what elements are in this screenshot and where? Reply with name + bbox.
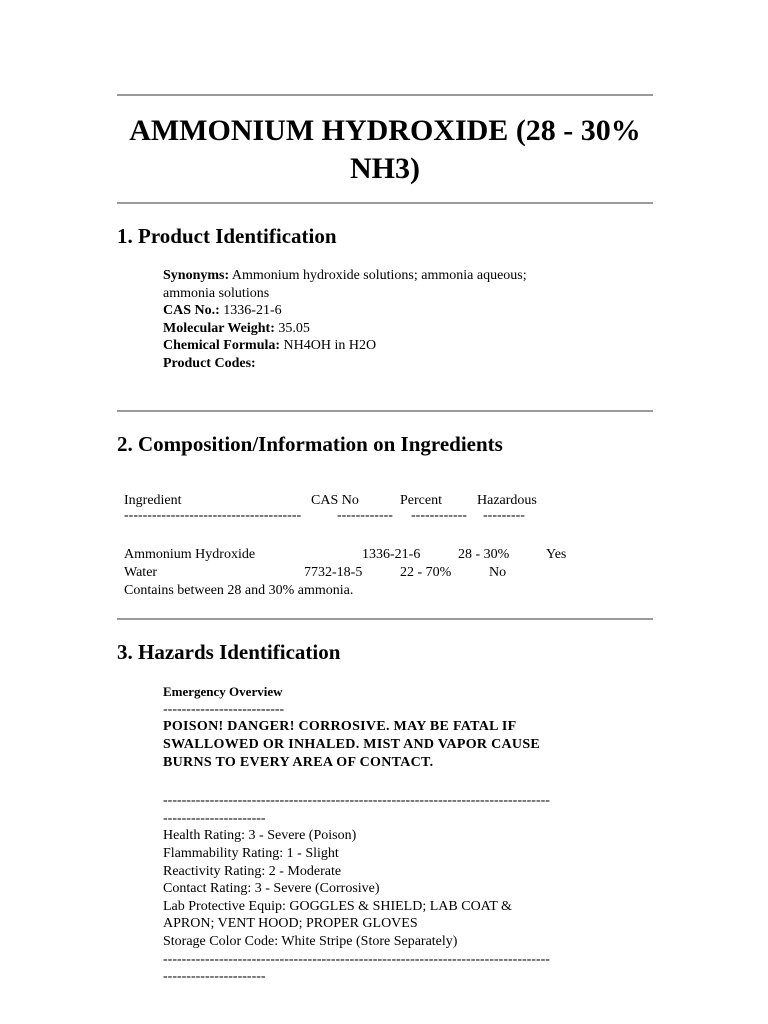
rating-line: APRON; VENT HOOD; PROPER GLOVES	[163, 916, 418, 932]
mw-value: 35.05	[278, 320, 310, 336]
cas-value: 1336-21-6	[223, 303, 282, 319]
title-top-rule	[117, 94, 653, 96]
poison-warning	[163, 718, 550, 772]
formula-value: NH4OH in H2O	[283, 338, 377, 354]
section-1-rule	[117, 410, 653, 412]
dash-cas: ------------	[337, 508, 393, 523]
synonyms-continuation: ammonia solutions	[163, 285, 270, 301]
formula-label: Chemical Formula:	[163, 338, 281, 354]
warning-line: SWALLOWED OR INHALED. MIST AND VAPOR CAUSE	[163, 737, 541, 753]
mw-label: Molecular Weight:	[163, 320, 275, 336]
row-2-percent: 22 - 70%	[400, 565, 452, 580]
row-1-hazardous: Yes	[546, 547, 567, 562]
product-identification	[163, 267, 527, 373]
section-1-heading: 1. Product Identification	[117, 224, 337, 248]
codes-label: Product Codes:	[163, 355, 256, 371]
separator-line-continued: ----------------------	[163, 810, 266, 826]
dash-percent: ------------	[411, 508, 467, 523]
title-text: AMMONIUM HYDROXIDE (28 - 30% NH3)	[129, 114, 641, 185]
separator-line: -----------------------------------------------------------------------------------	[163, 793, 550, 809]
dash-hazardous: ---------	[483, 508, 525, 523]
header-cas: CAS No	[311, 493, 359, 508]
title-bottom-rule	[117, 202, 653, 204]
synonyms-value: Ammonium hydroxide solutions; ammonia aqueous;	[231, 268, 527, 283]
header-ingredient: Ingredient	[124, 493, 182, 508]
row-2-cas: 7732-18-5	[304, 565, 363, 580]
warning-line: POISON! DANGER! CORROSIVE. MAY BE FATAL IF	[163, 719, 517, 735]
warning-line: BURNS TO EVERY AREA OF CONTACT.	[163, 755, 434, 771]
header-percent: Percent	[400, 493, 442, 508]
molecular-weight-line	[163, 320, 527, 338]
rating-line: Reactivity Rating: 2 - Moderate	[163, 863, 342, 879]
end-separator-line: -----------------------------------------------------------------------------------	[163, 951, 550, 967]
end-separator-line-continued: ----------------------	[163, 969, 266, 985]
cas-line	[163, 302, 527, 320]
row-2-hazardous: No	[489, 565, 507, 580]
rating-line: Contact Rating: 3 - Severe (Corrosive)	[163, 881, 380, 897]
row-2-ingredient: Water	[124, 565, 158, 580]
section-3-heading: 3. Hazards Identification	[117, 640, 341, 664]
header-hazardous: Hazardous	[477, 493, 537, 508]
rating-line: Storage Color Code: White Stripe (Store Separately)	[163, 933, 458, 949]
row-1-percent: 28 - 30%	[458, 547, 510, 562]
emergency-overview-label: Emergency Overview	[163, 684, 283, 699]
hazards-identification	[163, 683, 550, 986]
synonyms-line	[163, 267, 527, 285]
dash-ingredient: --------------------------------------	[124, 508, 302, 523]
product-codes-line	[163, 355, 527, 373]
synonyms-label: Synonyms:	[163, 268, 230, 283]
row-1-ingredient: Ammonium Hydroxide	[124, 547, 256, 562]
rating-line: Flammability Rating: 1 - Slight	[163, 845, 339, 861]
composition-table	[124, 493, 644, 603]
rating-line: Lab Protective Equip: GOGGLES & SHIELD; LAB COAT &	[163, 898, 512, 914]
cas-label: CAS No.:	[163, 303, 220, 319]
composition-note: Contains between 28 and 30% ammonia.	[124, 583, 354, 598]
section-2-rule	[117, 618, 653, 620]
row-1-cas: 1336-21-6	[362, 547, 421, 562]
overview-underline: --------------------------	[163, 701, 285, 717]
chemical-formula-line	[163, 337, 527, 355]
document-title	[117, 112, 653, 188]
section-2-heading: 2. Composition/Information on Ingredients	[117, 432, 503, 456]
rating-line: Health Rating: 3 - Severe (Poison)	[163, 828, 357, 844]
